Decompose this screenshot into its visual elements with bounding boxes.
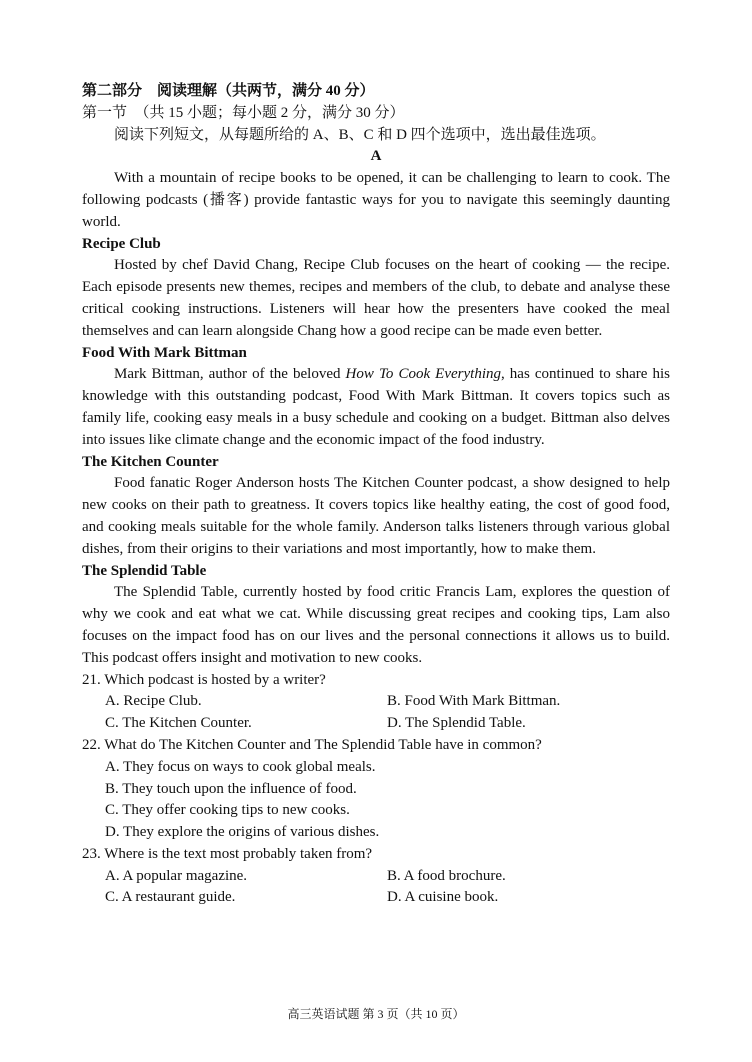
page-footer: 高三英语试题 第 3 页（共 10 页） (287, 1007, 465, 1021)
exam-page (82, 81, 670, 909)
body-text-after: , has continued to share his knowledge with this outstanding podcast, Food With Mark Bittman. It covers topics such as family life, cooking easy meals in a busy schedule and cooking on a budget. Bittman also delves into issues like climate change and the economic impact of the food industry. (82, 366, 671, 448)
section-body-recipe-club: Hosted by chef David Chang, Recipe Club focuses on the heart of cooking — the recipe. Each episode presents new themes, recipes and members of the club, to debate and analyse these critical cooking instructions. Listeners will hear how the presenters have cooked the meal themselves and can learn alongside Chang how a good recipe can be made even better. (82, 257, 670, 339)
section-title: 第一节 （共 15 小题；每小题 2 分，满分 30 分） (82, 104, 405, 121)
passage-intro: With a mountain of recipe books to be opened, it can be challenging to learn to cook. The following podcasts (播客) provide fantastic ways for you to navigate this seemingly daunting world. (82, 170, 670, 230)
part-title: 第二部分 阅读理解（共两节，满分 40 分） (82, 83, 375, 99)
section-body-food-with-mark-bittman (82, 364, 670, 451)
instructions: 阅读下列短文，从每题所给的 A、B、C 和 D 四个选项中，选出最佳选项。 (114, 126, 606, 143)
question-23-options (82, 866, 670, 910)
passage-letter: A (370, 148, 382, 165)
option-22-d: D. They explore the origins of various dishes. (105, 824, 380, 841)
book-title: How To Cook Everything (345, 366, 501, 383)
section-heading-food-with-mark-bittman: Food With Mark Bittman (82, 344, 247, 361)
option-22-b: B. They touch upon the influence of food. (105, 780, 357, 797)
question-22-options (82, 757, 670, 844)
option-23-c: C. A restaurant guide. (105, 889, 236, 906)
question-23-stem: 23. Where is the text most probably taken from? (82, 845, 373, 862)
section-body-splendid-table: The Splendid Table, currently hosted by food critic Francis Lam, explores the question of why we cook and eat what we cat. While discussing great recipes and cooking tips, Lam also focuses on the impact food has on our lives and the personal connections it allows us to build. This podcast offers insight and motivation to new cooks. (82, 584, 670, 666)
section-heading-recipe-club: Recipe Club (82, 235, 161, 252)
section-body-kitchen-counter: Food fanatic Roger Anderson hosts The Kitchen Counter podcast, a show designed to help new cooks on their path to greatness. It covers topics like healthy eating, the cost of good food, and cooking meals suitable for the whole family. Anderson talks listeners through various global dishes, from their origins to their variations and most importantly, how to make them. (82, 475, 670, 557)
option-23-b: B. A food brochure. (387, 867, 506, 884)
question-22-stem: 22. What do The Kitchen Counter and The Splendid Table have in common? (82, 736, 542, 753)
option-21-c: C. The Kitchen Counter. (105, 715, 252, 732)
body-text-before: Mark Bittman, author of the beloved (114, 366, 346, 383)
option-21-b: B. Food With Mark Bittman. (387, 693, 561, 710)
option-23-a: A. A popular magazine. (105, 867, 248, 884)
section-heading-splendid-table: The Splendid Table (82, 562, 207, 579)
section-heading-kitchen-counter: The Kitchen Counter (82, 453, 219, 470)
option-23-d: D. A cuisine book. (387, 889, 499, 906)
option-22-a: A. They focus on ways to cook global meals. (105, 758, 376, 775)
question-21-options (82, 691, 670, 735)
question-21-stem: 21. Which podcast is hosted by a writer? (82, 671, 326, 688)
option-21-a: A. Recipe Club. (105, 693, 202, 710)
option-22-c: C. They offer cooking tips to new cooks. (105, 802, 350, 819)
option-21-d: D. The Splendid Table. (387, 715, 526, 732)
